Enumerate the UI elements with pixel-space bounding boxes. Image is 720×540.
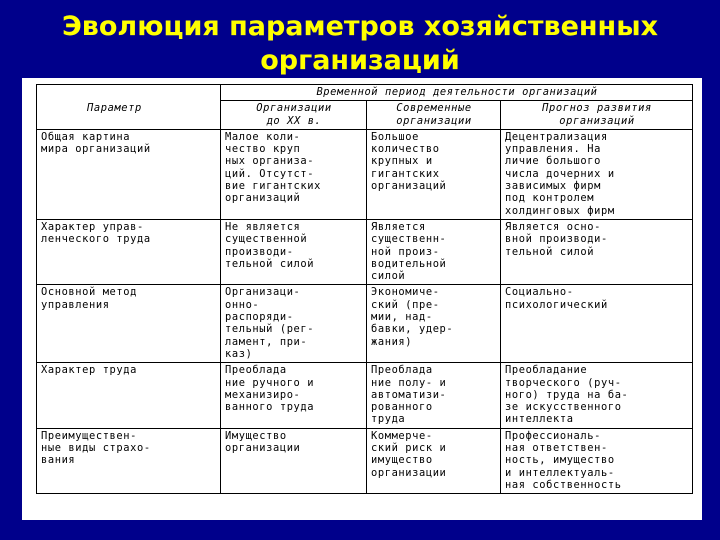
table-row xyxy=(37,285,693,363)
header-forecast: Прогноз развития организаций xyxy=(501,101,693,130)
slide-title: Эволюция параметров хозяйственных организаций xyxy=(61,11,659,76)
table-row xyxy=(37,363,693,428)
row-parameter: Характер труда xyxy=(37,363,221,428)
table-row xyxy=(37,219,693,284)
row-cell-modern: Коммерче- ский риск и имущество организации xyxy=(367,428,501,493)
table-row xyxy=(37,428,693,493)
row-cell-pre-20th: Не является существенной производи- тельной силой xyxy=(221,219,367,284)
period-header: Временной период деятельности организаций xyxy=(221,85,693,101)
header-pre-20th-century: Организации до XX в. xyxy=(221,101,367,130)
row-cell-modern: Большое количество крупных и гигантских организаций xyxy=(367,129,501,219)
table-row xyxy=(37,129,693,219)
row-cell-pre-20th: Преоблада ние ручного и механизиро- ванного труда xyxy=(221,363,367,428)
row-cell-forecast: Является осно- вной производи- тельной силой xyxy=(501,219,693,284)
row-cell-modern: Экономиче- ский (пре- мии, над- бавки, удер- жания) xyxy=(367,285,501,363)
row-cell-modern: Преоблада ние полу- и автоматизи- рованного труда xyxy=(367,363,501,428)
row-cell-pre-20th: Малое коли- чество круп ных организа- ций. Отсутст- вие гигантских организаций xyxy=(221,129,367,219)
parameters-table xyxy=(36,84,693,494)
row-cell-forecast: Социально- психологический xyxy=(501,285,693,363)
row-cell-forecast: Преобладание творческого (руч- ного) труда на ба- зе искусственного интеллекта xyxy=(501,363,693,428)
table-header-row-period xyxy=(37,85,693,101)
row-parameter: Характер управ- ленческого труда xyxy=(37,219,221,284)
row-parameter: Основной метод управления xyxy=(37,285,221,363)
table-sheet xyxy=(22,78,702,520)
row-cell-pre-20th: Имущество организации xyxy=(221,428,367,493)
table-header-row xyxy=(37,101,693,130)
header-parameter: Параметр xyxy=(37,101,221,130)
row-cell-forecast: Профессиональ- ная ответствен- ность, имущество и интеллектуаль- ная собственность xyxy=(501,428,693,493)
row-cell-pre-20th: Организаци- онно- распоряди- тельный (рег- ламент, при- каз) xyxy=(221,285,367,363)
header-modern: Современные организации xyxy=(367,101,501,130)
row-parameter: Преимуществен- ные виды страхо- вания xyxy=(37,428,221,493)
header-empty-cell xyxy=(37,85,221,101)
row-cell-modern: Является существенн- ной произ- водительной силой xyxy=(367,219,501,284)
row-cell-forecast: Децентрализация управления. На личие большого числа дочерних и зависимых фирм под контролем холдинговых фирм xyxy=(501,129,693,219)
row-parameter: Общая картина мира организаций xyxy=(37,129,221,219)
